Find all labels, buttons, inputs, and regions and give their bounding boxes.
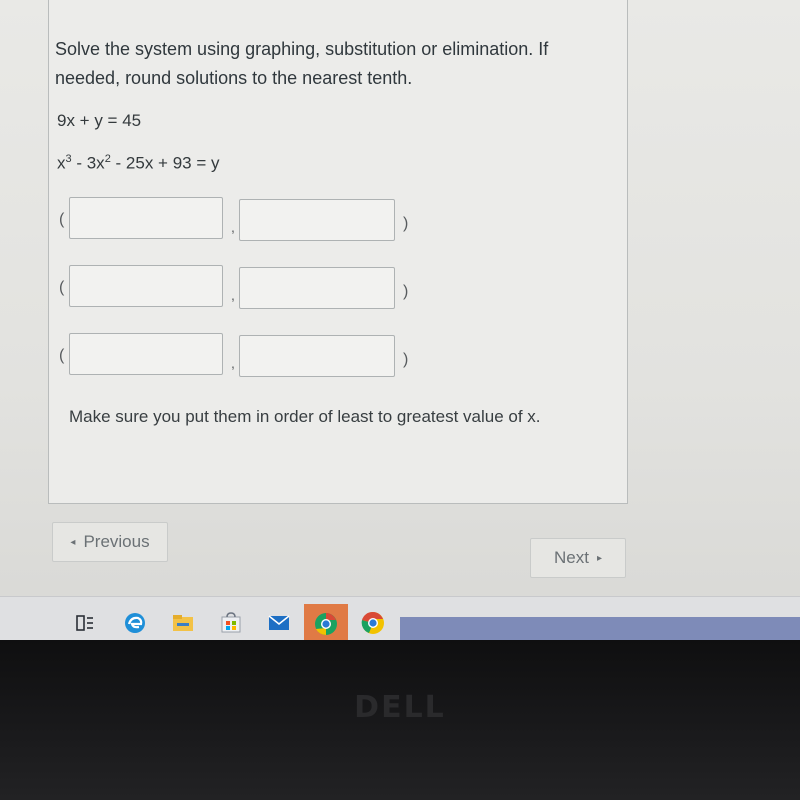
chrome-beta-icon[interactable] <box>304 604 348 640</box>
question-prompt: Solve the system using graphing, substitution or elimination. If needed, round solutions to the nearest tenth. <box>55 39 549 88</box>
answer-1-y-input[interactable] <box>239 199 395 241</box>
previous-button[interactable] <box>52 522 168 562</box>
previous-label: Previous <box>83 532 150 551</box>
answer-row-2 <box>59 265 419 311</box>
answer-row-1 <box>59 197 419 243</box>
comma: , <box>231 355 235 371</box>
file-explorer-icon[interactable] <box>168 608 198 638</box>
comma: , <box>231 219 235 235</box>
next-button[interactable] <box>530 538 626 578</box>
close-paren: ) <box>403 283 409 300</box>
mail-icon[interactable] <box>264 608 294 638</box>
chrome-icon[interactable] <box>358 608 388 638</box>
store-icon[interactable] <box>216 608 246 638</box>
dell-logo: DELL <box>354 690 446 725</box>
open-paren: ( <box>59 211 65 228</box>
answer-3-y-input[interactable] <box>239 335 395 377</box>
close-paren: ) <box>403 351 409 368</box>
answer-2-x-input[interactable] <box>69 265 223 307</box>
question-card <box>48 0 628 504</box>
edge-icon[interactable] <box>120 608 150 638</box>
answer-1-x-input[interactable] <box>69 197 223 239</box>
answer-row-3 <box>59 333 419 379</box>
task-view-icon[interactable] <box>70 608 100 638</box>
ordering-note: Make sure you put them in order of least to greatest value of x. <box>69 407 541 426</box>
answer-3-x-input[interactable] <box>69 333 223 375</box>
caret-left-icon: ◂ <box>70 536 76 548</box>
comma: , <box>231 287 235 303</box>
caret-right-icon: ▸ <box>596 552 602 564</box>
next-label: Next <box>554 548 589 567</box>
taskbar-highlight <box>400 617 800 640</box>
equation-cubic: $x^3 - 3x^2 - 25x + 93 = y$ <box>57 153 220 173</box>
close-paren: ) <box>403 215 409 232</box>
equation-linear: 9x + y = 45 <box>57 111 142 130</box>
open-paren: ( <box>59 347 65 364</box>
open-paren: ( <box>59 279 65 296</box>
answer-2-y-input[interactable] <box>239 267 395 309</box>
